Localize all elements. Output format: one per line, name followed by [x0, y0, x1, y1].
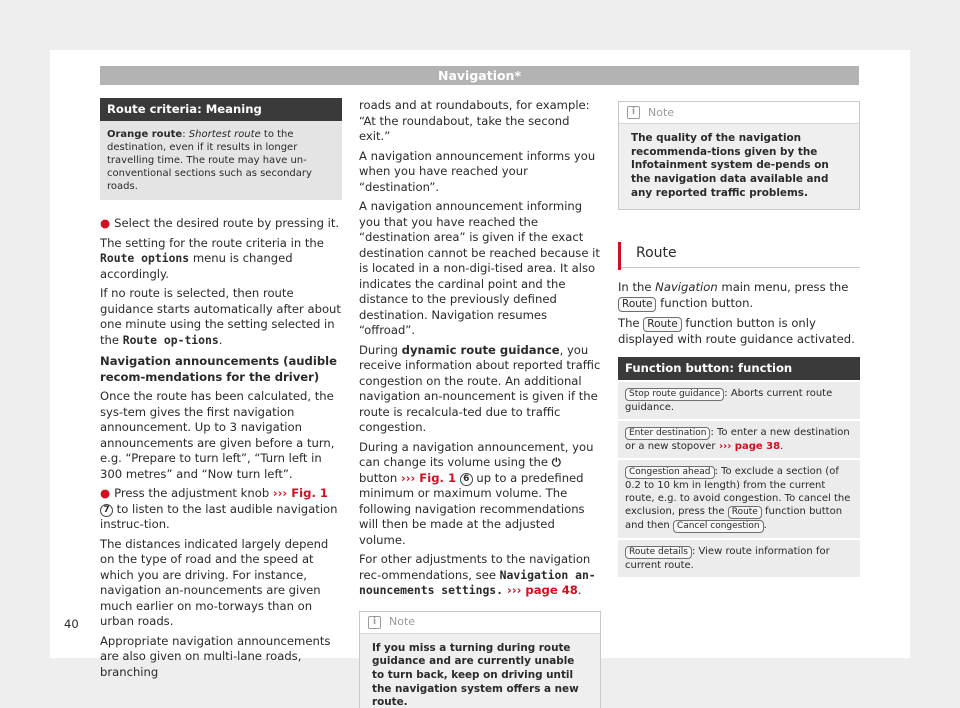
text: main menu, press the	[717, 280, 849, 295]
bullet-adjustment-knob	[100, 486, 342, 533]
paragraph-volume	[359, 440, 601, 549]
callout-number: 6	[460, 473, 473, 486]
row-text: .	[780, 441, 784, 453]
page-header: Navigation*	[100, 66, 859, 85]
note-text: If you miss a turning during route guidance and are currently unable to turn back, keep on driving until the navigation system offers a new route.	[372, 641, 579, 708]
table-row	[618, 538, 860, 577]
text: , you receive information about reported traffic congestion on the route. An additional navigation an-nouncement is given if the route is recalcula-ted due to traffic congestion.	[359, 342, 601, 434]
paragraph-destination: A navigation announcement informs you when you have reached your “destination”.	[359, 148, 596, 194]
column-right	[618, 98, 860, 577]
table-row	[100, 121, 342, 200]
text: .	[218, 332, 223, 347]
function-button-table	[618, 357, 860, 577]
note-header	[619, 102, 859, 124]
page-link[interactable]: ››› page 48	[503, 583, 578, 597]
text: The	[618, 315, 644, 330]
note-label: Note	[648, 105, 675, 119]
route-description: to the destination, even if it results in longer travelling time. The route may have un-conventional sections such as secondary roads.	[107, 129, 312, 192]
figure-link[interactable]: ››› Fig. 1	[272, 486, 328, 500]
table-row	[618, 380, 860, 419]
callout-number: 7	[100, 504, 113, 517]
row-text: : Aborts current route guidance.	[625, 388, 833, 414]
menu-name: Route options	[100, 251, 190, 265]
bold-term: dynamic route guidance	[401, 342, 560, 357]
table-row	[618, 419, 860, 458]
page-link[interactable]: ››› page 38	[715, 441, 781, 453]
paragraph-multilane: Appropriate navigation announcements are also given on multi-lane roads, branching	[100, 633, 331, 679]
bullet-select-route	[100, 216, 342, 232]
text: If no route is selected, then route guidance starts automatically after about one minute using the setting selected in the	[100, 286, 341, 347]
paragraph-distances: The distances indicated largely depend on the type of road and the speed at which you are driving. For instance, navigation an-nouncements are given much earlier on mo-torways than on urban roads.	[100, 536, 329, 628]
paragraph-dynamic-guidance	[359, 343, 601, 436]
congestion-ahead-button[interactable]: Congestion ahead	[625, 466, 715, 479]
paragraph-destination-area: A navigation announcement informing you that you have reached the “destination area” is given if the exact destination cannot be reached because it is located in a non-digi-tised area. It also indicates the cardinal point and the distance to the previously defined destination. Navigation resumes “offroad”.	[359, 199, 600, 337]
text: up to a predefined minimum or maximum volume. The following navigation recommendations will then be made at the adjusted volume.	[359, 470, 585, 547]
info-icon: i	[368, 616, 381, 629]
note-text: The quality of the navigation recommenda-tions given by the Infotainment system de-pends on the navigation data available and any reported traffic problems.	[631, 132, 829, 199]
row-text: .	[763, 520, 767, 532]
text: During a navigation announcement, you can change its volume using the	[359, 439, 594, 469]
info-icon: i	[627, 106, 640, 119]
note-box	[359, 611, 601, 708]
text: to listen to the last audible navigation instruc-tion.	[100, 501, 338, 531]
table-title: Function button: function	[618, 357, 860, 380]
paragraph-roundabouts: roads and at roundabouts, for example: “At the roundabout, take the second exit.”	[359, 98, 590, 143]
text: function button is only displayed with route guidance activated.	[618, 315, 855, 346]
enter-destination-button[interactable]: Enter destination	[625, 427, 710, 440]
stop-route-guidance-button[interactable]: Stop route guidance	[625, 388, 724, 401]
figure-link[interactable]: ››› Fig. 1	[400, 470, 457, 485]
route-button[interactable]: Route	[618, 297, 656, 312]
note-header	[360, 612, 600, 634]
route-button[interactable]: Route	[728, 506, 762, 519]
text: menu is changed accordingly.	[100, 251, 293, 281]
row-text: function button and then	[625, 506, 843, 532]
menu-name: Route op-tions	[122, 332, 219, 347]
text: During	[359, 342, 402, 357]
bullet-icon: ●	[100, 486, 111, 500]
text: Press the adjustment knob	[114, 486, 273, 500]
shortest-route-text: Shortest route	[188, 129, 261, 140]
note-box	[618, 101, 860, 210]
text: .	[577, 583, 582, 597]
paragraph-route-options	[100, 236, 342, 283]
text: button	[359, 470, 401, 485]
menu-name: Navigation	[655, 280, 718, 295]
paragraph-route-button	[618, 316, 860, 348]
route-button[interactable]: Route	[643, 317, 681, 332]
orange-route-label: Orange route	[107, 129, 183, 140]
table-row	[618, 458, 860, 538]
text: In the	[618, 280, 656, 295]
column-middle	[359, 98, 601, 708]
note-label: Note	[389, 615, 416, 629]
section-title-route: Route	[618, 238, 860, 269]
row-text: : View route information for current route.	[625, 546, 830, 572]
bullet-text: Select the desired route by pressing it.	[114, 216, 340, 230]
row-text: : To enter a new destination or a new stopover	[625, 427, 850, 453]
section-heading: Navigation announcements (audible recom-mendations for the driver)	[100, 354, 337, 384]
table-title: Route criteria: Meaning	[100, 98, 342, 121]
power-icon: ⏻	[551, 455, 561, 469]
paragraph-auto-start	[100, 286, 342, 348]
menu-name: Navigation an-nouncements settings.	[359, 567, 596, 597]
paragraph-announcements: Once the route has been calculated, the sys-tem gives the first navigation announcement. Up to 3 navigation announcements are given before a turn, e.g. “Prepare to turn left”, “Turn left in 300 metres” and “Now turn left”.	[100, 389, 335, 481]
row-text: : To exclude a section (of 0.2 to 10 km in length) from the current route, e.g. to avoid congestion. To cancel the exclusion, press the	[625, 466, 851, 518]
route-criteria-table	[100, 98, 342, 200]
text: For other adjustments to the navigation rec-ommendations, see	[359, 552, 591, 582]
paragraph-other-adjustments	[359, 552, 601, 599]
bullet-icon: ●	[100, 216, 111, 230]
column-left	[100, 98, 342, 684]
paragraph-navigation-menu	[618, 280, 860, 312]
page-number: 40	[64, 617, 79, 631]
separator: :	[182, 129, 189, 140]
cancel-congestion-button[interactable]: Cancel congestion	[673, 520, 764, 533]
text: function button.	[656, 295, 754, 310]
text: The setting for the route criteria in the	[100, 235, 324, 250]
route-details-button[interactable]: Route details	[625, 546, 692, 559]
